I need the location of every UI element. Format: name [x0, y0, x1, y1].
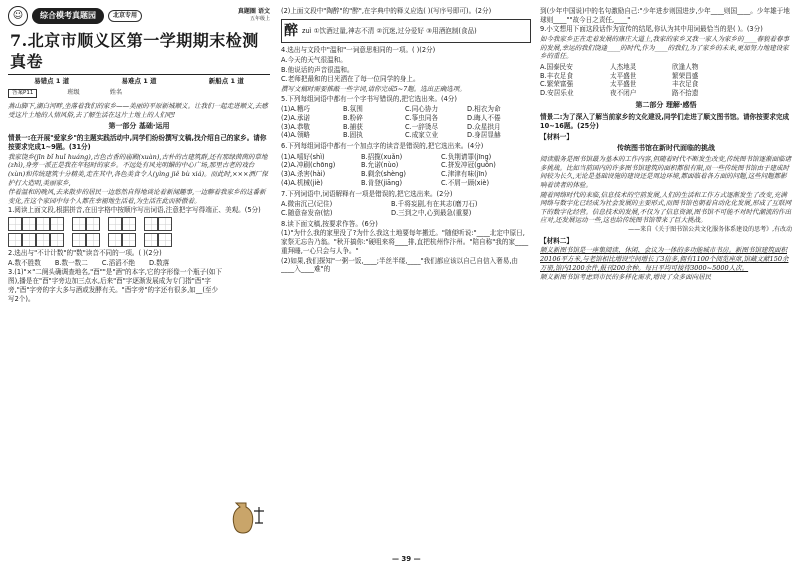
dict-character: 醉 [284, 22, 298, 39]
grid-cell[interactable] [122, 233, 136, 247]
series-banner: 综合模考真题园 [32, 8, 104, 25]
option-text: 路不拾遗 [672, 88, 699, 97]
question-5: 5.下列每组词语中都有一个字书写错误的,把它选出来。(4分) [281, 94, 457, 103]
option-text: C.随意奋发奋(惦) [281, 209, 333, 217]
situation2: 情景二:为了深入了解当前家乡的文化建设,同学们走进了顺文图书馆。请你按要求完成10~16题。(25分) [540, 112, 790, 130]
option-text: 欣逢人物 [672, 62, 699, 71]
grid-cell[interactable] [36, 217, 50, 231]
difficulty-meta: 易错点 1 道 易难点 1 道 新船点 1 道 [34, 77, 244, 86]
option-text: B.肯登(jiāng) [361, 178, 403, 187]
q4-option-b: B.他说话的声音很温和。 [281, 65, 354, 74]
situation1: 情景一:在开展"爱家乡"的主题实践活动中,同学们纷纷撰写文稿,找介绍自己的家乡。请你按要求完成1~9题。(31分) [8, 134, 267, 152]
question-3-2: (2)上面文段中"陶醉"的"醉",在字典中的释义应选( )(写序号即可)。(2分) [281, 7, 492, 15]
option-text: (2)A.冲刷(chōng) [281, 161, 336, 170]
option-text: B.粉碎 [343, 113, 363, 122]
material1-title: 传统图书馆在新时代面临的挑战 [617, 144, 715, 152]
grid-cell[interactable] [72, 233, 86, 247]
question-3: 3.(1)"×"二阕头确调查地名,"酉""是"酒"的本字,它的字形像一个瓶子(如下图),播是在"酉"字旁边加三点水,后来"酉"字逐渐发展成为专门指"酉"字旁,"酉"字旁的字大多与酒或发酵有关。"酉字旁"的字还有很多,如__(至少写2个)。 [8, 268, 222, 303]
part2-title: 第二部分 理解·感悟 [635, 100, 697, 109]
option-text: 丰衣足食 [672, 80, 699, 89]
material1-para2: 随着网络时代的来临,信息技术的空前发展,人们的生活和工作方式逐渐发生了改变,充满网络与数字化已经成为社会发展的主要形式,而图书馆也朝着自动化化发展,形成了互联网下的数字化经营。信息技术的发展,不仅为了信息资源,图书馆不可能不对时代潮流的作出应对,还发展运动一些,这也给传统图书馆带来了巨大挑战。 [540, 190, 792, 225]
material1-para1: 阅读服务是图书馆最为基本的工作内容,但随着时代不断发生改变,传统图书馆逐渐面临诸多挑战。比如当前国内的许多图书馆建筑的面积都很有限,而一些传统图书馆由于建成时间较为长久,无论是基础设施的建设还是周边环境,都面临着各方面的问题,这些问题都影响着读者的体验。 [540, 155, 792, 189]
q7-options [281, 200, 531, 217]
grid-cell[interactable] [36, 233, 50, 247]
dictionary-box [281, 19, 531, 43]
q4-option-a: A.今天的天气很温和。 [281, 55, 347, 64]
wine-vessel-illustration [228, 497, 268, 537]
grid-cell[interactable] [158, 233, 172, 247]
q5-note: 撰写文稿时需要推敲一些字词,请你完成5~7题。选出正确选项。 [281, 84, 466, 93]
dict-definition: zuì ①饮酒过量,神志不清 ②沉迷,过分爱好 ③用酒泡制(食品) [302, 26, 477, 35]
question-2: 2.选出与"不计计数"的"数"读音不同的一项。( )(2分) [8, 249, 162, 258]
book-label: 真题圈 语文 五年级上 [237, 8, 270, 22]
writing-grid[interactable] [8, 217, 270, 247]
column-right [540, 6, 792, 557]
intro-text: 燕山脚下,潮白河畔,坐落着我们的家乡——美丽的平原新城顺义。让我们一起走进顺义,去感受这片土地的人情风俗,去了解生活在这片土地上的人们吧! [8, 102, 268, 119]
option-text: D.晦人不倦 [467, 113, 501, 122]
q4-option-c: C.老师把最和的目光洒在了每一位同学的身上。 [281, 75, 420, 84]
option-text: D.众星拱月 [467, 122, 501, 131]
page-title: 7.北京市顺义区第一学期期末检测真卷 [10, 31, 259, 72]
mascot-icon: ☺ [8, 6, 28, 26]
grid-cell[interactable] [72, 217, 86, 231]
grid-cell[interactable] [50, 217, 64, 231]
option-text: B.捕获 [343, 122, 363, 131]
question-6: 6.下列每组词语中都有一个加点字的读音是错误的,把它选出来。(4分) [281, 142, 484, 151]
option-text: C.筝虫同各 [405, 113, 439, 122]
material2-para2: 顺义新图书馆考虑到市民的多样化需求,增设了众多面向居民 [540, 273, 712, 282]
option-text: D.三到之中,心到最急(重要) [391, 209, 472, 217]
option-text: D.安居乐业 [540, 88, 574, 97]
passage-para2: 伴着温和的晚风,去来散步的居民一边悠然自得地谈论着新闻趣事,一边聊着我家乡的这番新变化,在这个家园中每个人都在幸福地生活着,为生活在此而骄傲着。 [8, 188, 266, 205]
grid-cell[interactable] [22, 233, 36, 247]
option-text: B.招揽(xuǎn) [361, 152, 403, 161]
question-9: 9.小文想用下面这段话作为宣传的结尾,你认为其中用词最恰当的是( )。(3分) [540, 25, 763, 34]
option-text: (4)A.机械(jiè) [281, 178, 323, 187]
grid-cell[interactable] [8, 233, 22, 247]
option-text: (1)A.嘻好(shì) [281, 152, 325, 161]
class-label: 班级 [67, 89, 80, 97]
grid-cell[interactable] [86, 233, 100, 247]
option-text: D.身居显赫 [467, 131, 501, 140]
option-text: (4)A.领略 [281, 131, 311, 140]
column-middle [281, 6, 531, 557]
question-8: 8.读下面文稿,按要求作答。(6分) [281, 219, 378, 228]
student-info [8, 89, 270, 98]
option-text: B.剩余(shèng) [361, 170, 406, 179]
grid-cell[interactable] [158, 217, 172, 231]
grid-cell[interactable] [50, 233, 64, 247]
q9-options [540, 63, 792, 98]
answer-ref-badge: 答案P11 [8, 89, 37, 98]
page-header [8, 6, 270, 26]
material1-source: ——来自《关于图书馆公共文化服务体系建设的思考》,有改动 [628, 225, 792, 233]
option-text: C.繁荣富强 [540, 80, 574, 89]
q6-table [281, 153, 531, 188]
option-text: (3)A.杀害(hài) [281, 170, 326, 179]
option-text: C.负荆请罪(jīng) [441, 152, 492, 161]
grid-cell[interactable] [144, 217, 158, 231]
q8-continued: 到(少年中国说)中的名句激励自己:"少年进步则国进步,少年____则国____。少年雄于地球则____""故今日之责任,____" [540, 7, 790, 24]
part1-title: 第一部分 基础·运用 [108, 122, 170, 131]
q5-table [281, 105, 531, 140]
option-text: C.津津有味(jīn) [441, 170, 488, 179]
option-text: 夜不闭户 [610, 88, 637, 97]
grid-cell[interactable] [8, 217, 22, 231]
question-1: 1.阅读上面文段,根据拼音,在田字格中按顺序写出词语,注意把字写得端正、美观。(5分) [8, 206, 261, 215]
material1-label: 【材料一】 [540, 133, 573, 142]
option-text: B.允诺(nùo) [361, 161, 399, 170]
option-text: B.氛围 [343, 105, 363, 114]
divider [8, 74, 270, 75]
option-text: 人杰地灵 [610, 62, 637, 71]
option-text: C.挤发冲冠(guǒn) [441, 161, 496, 170]
option-text: C.一辞烫尽 [405, 122, 439, 131]
grid-cell[interactable] [144, 233, 158, 247]
option-text: B.丰衣足食 [540, 71, 573, 80]
option-text: 繁荣昌盛 [672, 71, 699, 80]
grid-cell[interactable] [22, 217, 36, 231]
option-text: 太平盛世 [610, 80, 637, 89]
region-tag: 北京专用 [108, 10, 142, 22]
grid-cell[interactable] [122, 217, 136, 231]
option-text: (3)A.恭敬 [281, 122, 311, 131]
column-left [8, 6, 270, 557]
question-4: 4.选出与文段中"温和"一词意思相同的一项。( )(2分) [281, 46, 436, 55]
q8-text: (1)"为什么我的家里没了?为什么我这土地要每年搬迁。"随便听说:"____北定中原日,家祭无忘告乃翁。"秋开搞你:"硬咀来将____排,直把杭州作汴州。"陪自称"我的家____重拜睡,一心只会与人争。" [281, 229, 529, 255]
option-text: D.相衣为命 [467, 105, 501, 114]
grid-cell[interactable] [108, 233, 122, 247]
option-text: (2)A.承诺 [281, 113, 311, 122]
q2-options: A.数不胜数 B.数一数二 C.滔滔不绝 D.数落 [8, 258, 170, 267]
material2-label: 【材料二】 [540, 236, 573, 245]
q9-text: 如今我家乡正在走着发展的康庄大道上,我家的家乡又我一家人为家乡的____春貌着春事的发展,幸运的我们饶逢____的时代,作为____的我们,为了家乡的未来,更加努力地建设家乡的重任。 [540, 35, 790, 61]
q8-part2: (2)如果,我们探知"一粥一饭,____;半丝半缕,____"我们都应该以自己自信入奢易,由____入____难"的 [281, 256, 519, 274]
grid-cell[interactable] [86, 217, 100, 231]
option-text: A.微宙沉己(记住) [281, 200, 333, 209]
option-text: A.国泰民安 [540, 62, 573, 71]
option-text: B.固执 [343, 131, 363, 140]
name-label: 姓名 [109, 89, 123, 97]
option-text: 太平盛世 [610, 71, 637, 80]
option-text: C.同心协力 [405, 105, 439, 114]
option-text: B.千将妄剧,有在其志(磨刀石) [391, 200, 478, 209]
grid-cell[interactable] [108, 217, 122, 231]
option-text: C.不屑一顾(xiè) [441, 178, 490, 187]
passage-para1: 我家饶乡(jīn bǐ huǐ huáng),古色古香的庙殿(xuàn),古朴的古建筑群,还有那绿茵茵的草地(zhì),身旁一派正是我在年轻时的家乡。不远处有风光明媚的中心广场,那里古老的戏台(xùn)和传统建筑十分精美,走在其中,各色美食令人(yìng jiě bù xiá)。而此时,×××酒厂保护打大造明,美丽家乡, [8, 152, 268, 187]
page-number: — 39 — [392, 555, 421, 563]
material2-para1: 顺义新图书馆是一座集阅读、休闲、会议为一体的多功能城市书房。新图书馆建筑面积20106平方米,与老馆相比增设空间增长了3倍多,拥有1100个阅览座席,馆藏文献150余万册,馆内1200余件,报刊200余种。每日平均可接待3000~5000人次。 [540, 246, 789, 272]
option-text: C.成家立业 [405, 131, 439, 140]
question-7: 7.下列词语中,词语解释有一项是错误的,把它选出来。(2分) [281, 189, 453, 198]
option-text: (1)A.糟巧 [281, 105, 311, 114]
